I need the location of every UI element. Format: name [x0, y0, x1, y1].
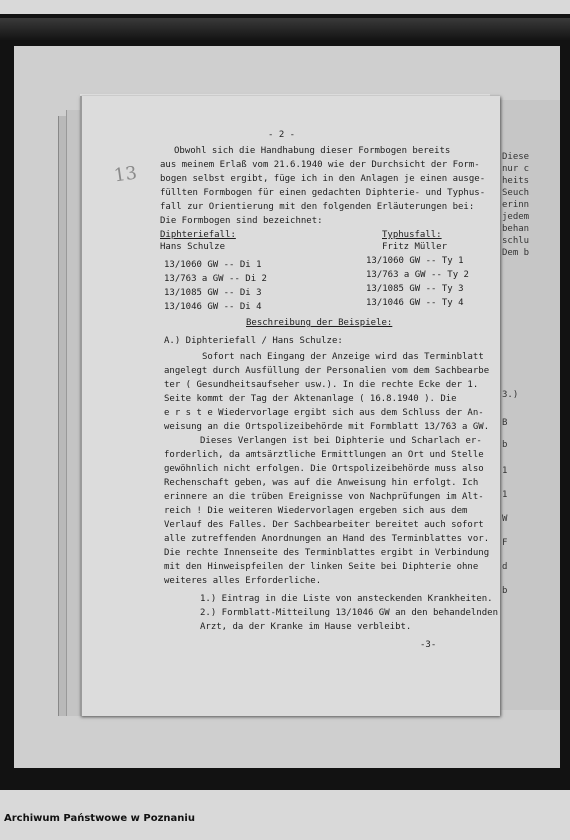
fragment-line: 1	[502, 490, 508, 500]
body-line: angelegt durch Ausfüllung der Personalien vom dem Sachbearbe	[164, 366, 490, 376]
body-line: Rechenschaft geben, was auf die Anweisung hin erfolgt. Ich	[164, 478, 479, 488]
fragment-line: 3.)	[502, 390, 519, 400]
intro-line: füllten Formbogen für einen gedachten Diphterie- und Typhus-	[160, 188, 486, 198]
body-line: weisung an die Ortspolizeibehörde mit Formblatt 13/763 a GW.	[164, 422, 490, 432]
typhus-name: Fritz Müller	[382, 242, 448, 252]
fragment-line: Diese	[502, 152, 530, 162]
intro-line: Die Formbogen sind bezeichnet:	[160, 216, 323, 226]
next-page-marker: -3-	[420, 640, 437, 650]
section-title: Beschreibung der Beispiele:	[246, 318, 393, 328]
fragment-line: b	[502, 440, 508, 450]
intro-line: bogen selbst ergibt, füge ich in den Anlagen je einen ausge-	[160, 174, 486, 184]
form-row-left: 13/1046 GW -- Di 4	[164, 302, 262, 312]
body-line: Die rechte Innenseite des Terminblattes ergibt in Verbindung	[164, 548, 490, 558]
fragment-line: W	[502, 514, 508, 524]
form-row-right: 13/763 a GW -- Ty 2	[366, 270, 469, 280]
diphtheria-name: Hans Schulze	[160, 242, 226, 252]
form-row-left: 13/1085 GW -- Di 3	[164, 288, 262, 298]
fragment-line: erinn	[502, 200, 530, 210]
list-item: 2.) Formblatt-Mitteilung 13/1046 GW an den behandelnden	[200, 608, 499, 618]
list-item: Arzt, da der Kranke im Hause verbleibt.	[200, 622, 412, 632]
body-line: e r s t e Wiedervorlage ergibt sich aus dem Schluss der An-	[164, 408, 484, 418]
body-line: gewöhnlich nicht erfolgen. Die Ortspolizeibehörde muss also	[164, 464, 484, 474]
fragment-line: heits	[502, 176, 530, 186]
body-line: Dieses Verlangen ist bei Diphterie und Scharlach er-	[200, 436, 482, 446]
list-item: 1.) Eintrag in die Liste von ansteckenden Krankheiten.	[200, 594, 493, 604]
fragment-line: behan	[502, 224, 530, 234]
fragment-line: Seuch	[502, 188, 530, 198]
page-number: - 2 -	[268, 130, 296, 140]
fragment-line: Dem b	[502, 248, 530, 258]
fragment-line: F	[502, 538, 508, 548]
top-bar	[0, 0, 570, 14]
body-line: ter ( Gesundheitsaufseher usw.). In die rechte Ecke der 1.	[164, 380, 479, 390]
body-line: weiteres alles Erforderliche.	[164, 576, 322, 586]
archive-credit: Archiwum Państwowe w Poznaniu	[4, 813, 195, 824]
fragment-line: jedem	[502, 212, 530, 222]
form-row-left: 13/1060 GW -- Di 1	[164, 260, 262, 270]
form-row-left: 13/763 a GW -- Di 2	[164, 274, 267, 284]
body-line: reich ! Die weiteren Wiedervorlagen ergeben sich aus dem	[164, 506, 468, 516]
typhus-heading: Typhusfall:	[382, 230, 442, 240]
film-edge	[0, 18, 570, 40]
body-line: mit den Hinweispfeilen der linken Seite bei Diphterie ohne	[164, 562, 479, 572]
pencil-annotation: 13	[112, 162, 139, 187]
adjacent-page-fragment	[498, 100, 560, 710]
fragment-line: d	[502, 562, 508, 572]
form-row-right: 13/1085 GW -- Ty 3	[366, 284, 464, 294]
body-line: alle zutreffenden Anordnungen an Hand des Terminblattes vor.	[164, 534, 490, 544]
fragment-line: nur c	[502, 164, 530, 174]
body-line: forderlich, da amtsärztliche Ermittlungen an Ort und Stelle	[164, 450, 484, 460]
body-line: Seite kommt der Tag der Aktenanlage ( 16.8.1940 ). Die	[164, 394, 457, 404]
fragment-line: b	[502, 586, 508, 596]
body-line: Sofort nach Eingang der Anzeige wird das Terminblatt	[202, 352, 484, 362]
form-row-right: 13/1060 GW -- Ty 1	[366, 256, 464, 266]
body-line: erinnere an die trüben Ereignisse von Nachprüfungen im Alt-	[164, 492, 484, 502]
intro-line: Obwohl sich die Handhabung dieser Formbogen bereits	[174, 146, 451, 156]
fragment-line: 1	[502, 466, 508, 476]
fragment-line: B	[502, 418, 508, 428]
fragment-line: schlu	[502, 236, 530, 246]
section-a-heading: A.) Diphteriefall / Hans Schulze:	[164, 336, 343, 346]
diphtheria-heading: Diphteriefall:	[160, 230, 236, 240]
intro-line: aus meinem Erlaß vom 21.6.1940 wie der Durchsicht der Form-	[160, 160, 480, 170]
intro-line: fall zur Orientierung mit den folgenden Erläuterungen bei:	[160, 202, 475, 212]
body-line: Verlauf des Falles. Der Sachbearbeiter bereitet auch sofort	[164, 520, 484, 530]
form-row-right: 13/1046 GW -- Ty 4	[366, 298, 464, 308]
